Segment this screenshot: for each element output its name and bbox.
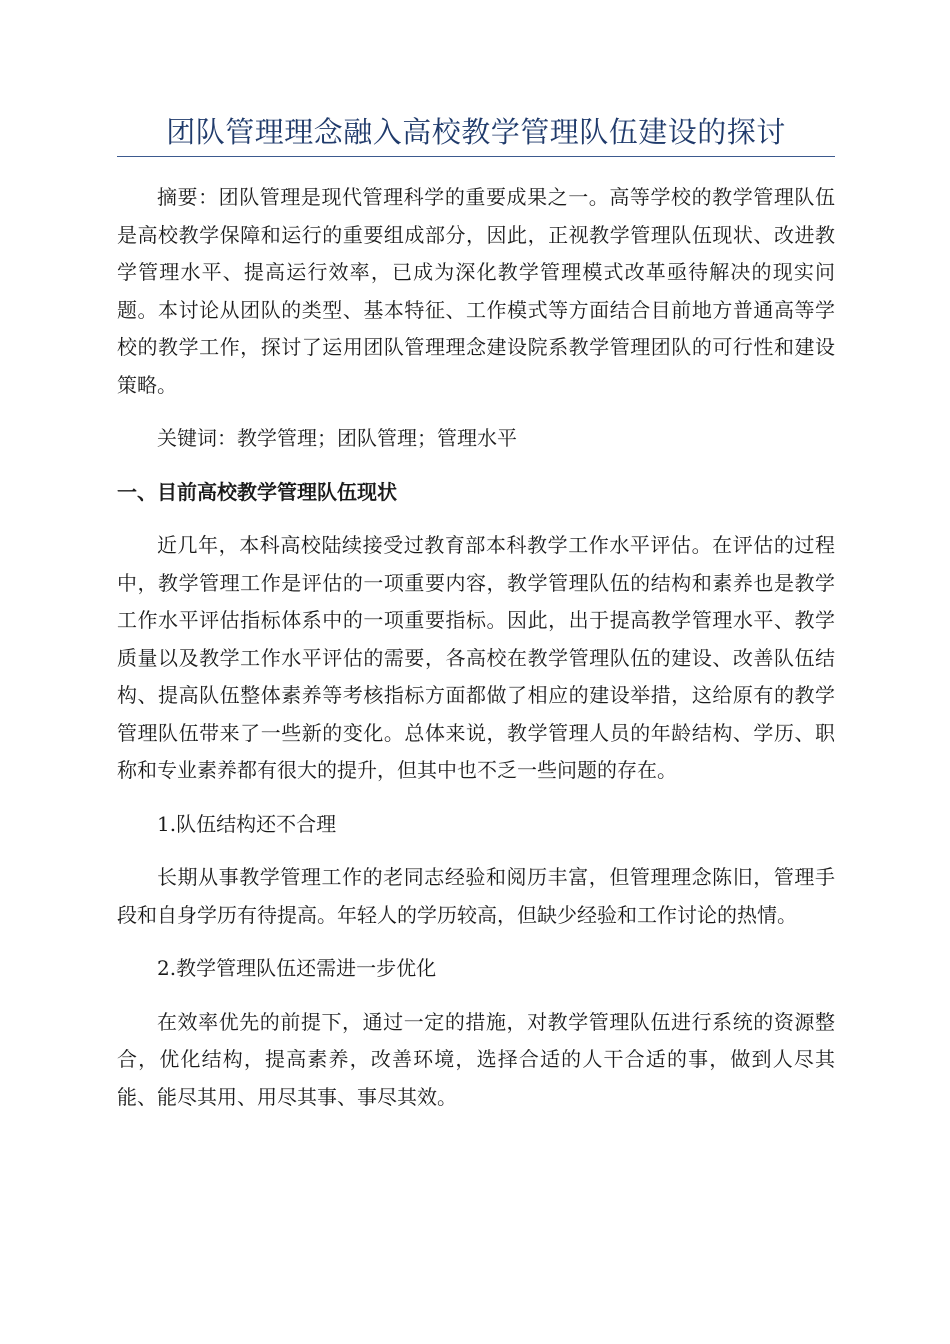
subsection-heading-1: 1.队伍结构还不合理 xyxy=(157,811,337,836)
section-heading: 一、目前高校教学管理队伍现状 xyxy=(117,479,397,504)
subsection-heading-2: 2.教学管理队伍还需进一步优化 xyxy=(157,956,437,980)
document-title: 团队管理理念融入高校教学管理队伍建设的探讨 xyxy=(117,110,835,157)
section-intro-paragraph: 近几年，本科高校陆续接受过教育部本科教学工作水平评估。在评估的过程中，教学管理工作是评估的一项重要内容，教学管理队伍的结构和素养也是教学工作水平评估指标体系中的一项重要指标。因此，出于提高教学管理水平、教学质量以及教学工作水平评估的需要，各高校在教学管理队伍的建设、改善队伍结构、提高队伍整体素养等考核指标方面都做了相应的建设举措，这给原有的教学管理队伍带来了一些新的变化。总体来说，教学管理人员的年龄结构、学历、职称和专业素养都有很大的提升，但其中也不乏一些问题的存在。 xyxy=(117,533,835,782)
keywords-line: 关键词：教学管理；团队管理；管理水平 xyxy=(157,426,517,450)
abstract-paragraph: 摘要：团队管理是现代管理科学的重要成果之一。高等学校的教学管理队伍是高校教学保障和运行的重要组成部分，因此，正视教学管理队伍现状、改进教学管理水平、提高运行效率，已成为深化教学管理模式改革亟待解决的现实问题。本讨论从团队的类型、基本特征、工作模式等方面结合目前地方普通高等学校的教学工作，探讨了运用团队管理理念建设院系教学管理团队的可行性和建设策略。 xyxy=(117,185,835,397)
subsection-paragraph-2: 在效率优先的前提下，通过一定的措施，对教学管理队伍进行系统的资源整合，优化结构，提高素养，改善环境，选择合适的人干合适的事，做到人尽其能、能尽其用、用尽其事、事尽其效。 xyxy=(117,1009,835,1109)
subsection-paragraph-1: 长期从事教学管理工作的老同志经验和阅历丰富，但管理理念陈旧，管理手段和自身学历有待提高。年轻人的学历较高，但缺少经验和工作讨论的热情。 xyxy=(117,865,835,927)
document-page xyxy=(117,110,835,1116)
